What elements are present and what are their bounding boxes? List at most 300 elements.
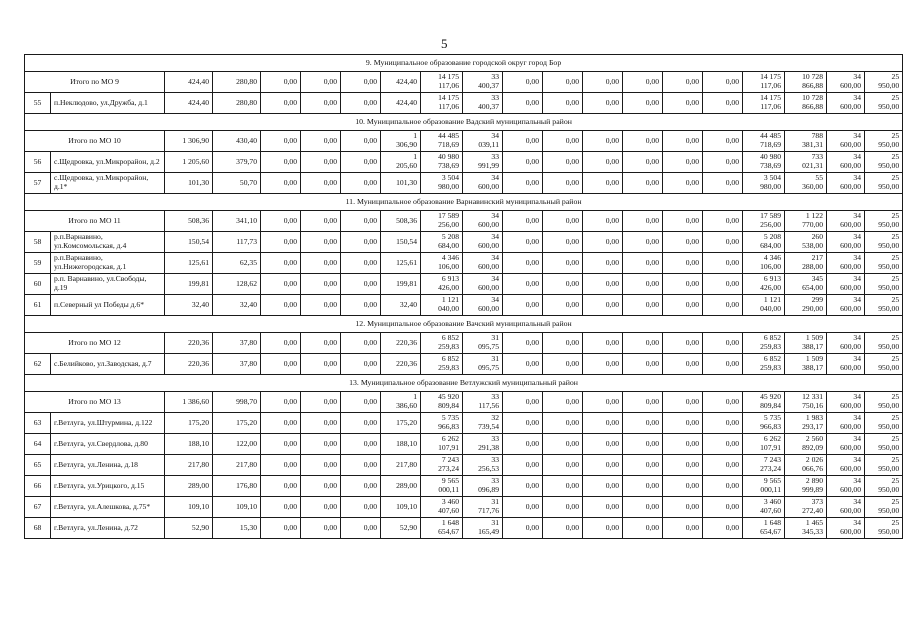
value-cell: 0,00 [301, 274, 341, 295]
value-cell: 0,00 [703, 413, 743, 434]
value-cell: 0,00 [503, 93, 543, 114]
value-cell: 289,00 [381, 476, 421, 497]
total-cell: 25 950,00 [865, 333, 903, 354]
value-cell: 0,00 [663, 455, 703, 476]
total-cell: 0,00 [341, 392, 381, 413]
address-cell: р.п.Варнавино, ул.Комсомольская, д.4 [51, 232, 165, 253]
value-cell: 0,00 [663, 274, 703, 295]
value-cell: 109,10 [381, 497, 421, 518]
value-cell: 109,10 [165, 497, 213, 518]
row-number: 68 [25, 518, 51, 539]
page-number: 5 [441, 36, 448, 51]
value-cell: 0,00 [663, 152, 703, 173]
value-cell: 25 950,00 [865, 295, 903, 316]
value-cell: 34 600,00 [463, 173, 503, 194]
value-cell: 40 980 738,69 [743, 152, 785, 173]
value-cell: 0,00 [341, 274, 381, 295]
value-cell: 33 256,53 [463, 455, 503, 476]
section-total-row [25, 72, 903, 93]
total-cell: 44 485 718,69 [743, 131, 785, 152]
row-number: 64 [25, 434, 51, 455]
value-cell: 0,00 [503, 455, 543, 476]
row-number: 65 [25, 455, 51, 476]
value-cell: 0,00 [703, 497, 743, 518]
total-cell: 0,00 [623, 392, 663, 413]
value-cell: 34 600,00 [827, 295, 865, 316]
total-cell: 6 852 259,83 [421, 333, 463, 354]
value-cell: 0,00 [583, 434, 623, 455]
value-cell: 6 852 259,83 [743, 354, 785, 375]
value-cell: 0,00 [301, 455, 341, 476]
address-cell: г.Ветлуга, ул.Ленина, д.18 [51, 455, 165, 476]
row-number: 62 [25, 354, 51, 375]
value-cell: 0,00 [543, 476, 583, 497]
value-cell: 0,00 [341, 152, 381, 173]
value-cell: 7 243 273,24 [421, 455, 463, 476]
total-cell: 1 306,90 [165, 131, 213, 152]
value-cell: 25 950,00 [865, 253, 903, 274]
value-cell: 188,10 [165, 434, 213, 455]
value-cell: 25 950,00 [865, 152, 903, 173]
total-cell: 0,00 [261, 131, 301, 152]
table-row [25, 497, 903, 518]
total-cell: 0,00 [663, 211, 703, 232]
total-cell: 0,00 [583, 333, 623, 354]
value-cell: 0,00 [543, 253, 583, 274]
table-row [25, 173, 903, 194]
section-title: 10. Муниципальное образование Вадский муниципальный район [25, 114, 903, 131]
value-cell: 25 950,00 [865, 232, 903, 253]
value-cell: 25 950,00 [865, 476, 903, 497]
value-cell: 0,00 [341, 173, 381, 194]
value-cell: 0,00 [341, 93, 381, 114]
value-cell: 52,90 [381, 518, 421, 539]
value-cell: 0,00 [301, 518, 341, 539]
total-cell: 0,00 [543, 211, 583, 232]
value-cell: 0,00 [663, 518, 703, 539]
total-cell: 45 920 809,84 [421, 392, 463, 413]
value-cell: 34 600,00 [463, 253, 503, 274]
value-cell: 176,80 [213, 476, 261, 497]
value-cell: 0,00 [503, 253, 543, 274]
table-row [25, 476, 903, 497]
value-cell: 0,00 [663, 354, 703, 375]
value-cell: 3 504 980,00 [421, 173, 463, 194]
total-cell: 220,36 [381, 333, 421, 354]
total-cell: 33 117,56 [463, 392, 503, 413]
value-cell: 0,00 [583, 518, 623, 539]
value-cell: 0,00 [261, 497, 301, 518]
total-cell: 280,80 [213, 72, 261, 93]
section-header-row [25, 375, 903, 392]
value-cell: 0,00 [261, 152, 301, 173]
table-row [25, 295, 903, 316]
value-cell: 2 026 066,76 [785, 455, 827, 476]
value-cell: 7 243 273,24 [743, 455, 785, 476]
value-cell: 2 890 999,89 [785, 476, 827, 497]
value-cell: 0,00 [703, 354, 743, 375]
program-table [24, 54, 903, 539]
value-cell: 175,20 [213, 413, 261, 434]
value-cell: 32,40 [381, 295, 421, 316]
total-cell: 788 381,31 [785, 131, 827, 152]
value-cell: 4 346 106,00 [743, 253, 785, 274]
value-cell: 0,00 [623, 152, 663, 173]
value-cell: 0,00 [623, 476, 663, 497]
value-cell: 199,81 [165, 274, 213, 295]
row-number: 58 [25, 232, 51, 253]
total-cell: 0,00 [503, 211, 543, 232]
address-cell: п.Северный ул Победы д.6* [51, 295, 165, 316]
value-cell: 1 205,60 [165, 152, 213, 173]
value-cell: 373 272,40 [785, 497, 827, 518]
value-cell: 0,00 [583, 476, 623, 497]
value-cell: 0,00 [503, 173, 543, 194]
table-row [25, 274, 903, 295]
value-cell: 14 175 117,06 [421, 93, 463, 114]
total-cell: 14 175 117,06 [421, 72, 463, 93]
value-cell: 109,10 [213, 497, 261, 518]
address-cell: р.п. Варнавино, ул.Свободы, д.19 [51, 274, 165, 295]
table-row [25, 455, 903, 476]
value-cell: 0,00 [623, 518, 663, 539]
value-cell: 0,00 [583, 152, 623, 173]
value-cell: 0,00 [663, 93, 703, 114]
value-cell: 217 288,00 [785, 253, 827, 274]
value-cell: 0,00 [623, 253, 663, 274]
value-cell: 260 538,00 [785, 232, 827, 253]
value-cell: 0,00 [543, 354, 583, 375]
value-cell: 33 991,99 [463, 152, 503, 173]
total-cell: 37,80 [213, 333, 261, 354]
total-label: Итого по МО 9 [25, 72, 165, 93]
value-cell: 5 735 966,83 [743, 413, 785, 434]
total-cell: 25 950,00 [865, 72, 903, 93]
total-cell: 45 920 809,84 [743, 392, 785, 413]
value-cell: 0,00 [543, 93, 583, 114]
value-cell: 34 600,00 [827, 232, 865, 253]
value-cell: 0,00 [663, 295, 703, 316]
total-cell: 33 400,37 [463, 72, 503, 93]
value-cell: 0,00 [261, 434, 301, 455]
value-cell: 0,00 [503, 354, 543, 375]
address-cell: г.Ветлуга, ул.Штурмина, д.122 [51, 413, 165, 434]
value-cell: 0,00 [543, 518, 583, 539]
total-cell: 34 600,00 [827, 131, 865, 152]
value-cell: 34 600,00 [827, 274, 865, 295]
total-label: Итого по МО 11 [25, 211, 165, 232]
value-cell: 0,00 [301, 93, 341, 114]
value-cell: 0,00 [663, 413, 703, 434]
value-cell: 0,00 [301, 413, 341, 434]
total-cell: 0,00 [341, 72, 381, 93]
section-title: 9. Муниципальное образование городской округ город Бор [25, 55, 903, 72]
value-cell: 0,00 [543, 434, 583, 455]
value-cell: 3 460 407,60 [743, 497, 785, 518]
value-cell: 1 121 040,00 [421, 295, 463, 316]
value-cell: 0,00 [341, 253, 381, 274]
value-cell: 34 600,00 [827, 152, 865, 173]
total-cell: 0,00 [703, 131, 743, 152]
total-cell: 0,00 [703, 392, 743, 413]
section-header-row [25, 55, 903, 72]
value-cell: 32,40 [213, 295, 261, 316]
value-cell: 0,00 [503, 434, 543, 455]
table-row [25, 93, 903, 114]
total-cell: 0,00 [703, 72, 743, 93]
value-cell: 280,80 [213, 93, 261, 114]
value-cell: 3 460 407,60 [421, 497, 463, 518]
value-cell: 0,00 [503, 413, 543, 434]
value-cell: 0,00 [301, 497, 341, 518]
total-cell: 25 950,00 [865, 131, 903, 152]
value-cell: 1 648 654,67 [743, 518, 785, 539]
total-cell: 0,00 [663, 333, 703, 354]
total-cell: 0,00 [301, 211, 341, 232]
address-cell: с.Щедровка, ул.Микрорайон, д.2 [51, 152, 165, 173]
value-cell: 345 654,00 [785, 274, 827, 295]
value-cell: 33 291,38 [463, 434, 503, 455]
value-cell: 0,00 [623, 434, 663, 455]
value-cell: 0,00 [261, 232, 301, 253]
row-number: 57 [25, 173, 51, 194]
total-cell: 31 095,75 [463, 333, 503, 354]
total-cell: 0,00 [543, 392, 583, 413]
total-cell: 0,00 [543, 333, 583, 354]
total-cell: 341,10 [213, 211, 261, 232]
value-cell: 6 262 107,91 [421, 434, 463, 455]
value-cell: 0,00 [583, 455, 623, 476]
value-cell: 0,00 [261, 354, 301, 375]
value-cell: 0,00 [663, 232, 703, 253]
value-cell: 122,00 [213, 434, 261, 455]
value-cell: 0,00 [261, 253, 301, 274]
value-cell: 150,54 [381, 232, 421, 253]
total-cell: 34 600,00 [827, 392, 865, 413]
value-cell: 55 360,00 [785, 173, 827, 194]
total-cell: 508,36 [165, 211, 213, 232]
total-cell: 12 331 750,16 [785, 392, 827, 413]
value-cell: 0,00 [301, 354, 341, 375]
total-cell: 1 122 770,00 [785, 211, 827, 232]
value-cell: 117,73 [213, 232, 261, 253]
row-number: 55 [25, 93, 51, 114]
value-cell: 0,00 [301, 173, 341, 194]
address-cell: г.Ветлуга, ул.Ленина, д.72 [51, 518, 165, 539]
value-cell: 0,00 [703, 476, 743, 497]
total-cell: 0,00 [301, 392, 341, 413]
value-cell: 0,00 [543, 152, 583, 173]
value-cell: 0,00 [703, 455, 743, 476]
value-cell: 0,00 [583, 497, 623, 518]
value-cell: 0,00 [261, 476, 301, 497]
value-cell: 31 095,75 [463, 354, 503, 375]
value-cell: 175,20 [165, 413, 213, 434]
total-cell: 0,00 [261, 333, 301, 354]
value-cell: 0,00 [261, 173, 301, 194]
total-cell: 0,00 [623, 333, 663, 354]
table-row [25, 518, 903, 539]
table-row [25, 434, 903, 455]
total-cell: 424,40 [381, 72, 421, 93]
value-cell: 0,00 [341, 476, 381, 497]
address-cell: г.Ветлуга, ул.Свердлова, д.80 [51, 434, 165, 455]
value-cell: 199,81 [381, 274, 421, 295]
value-cell: 0,00 [543, 232, 583, 253]
row-number: 59 [25, 253, 51, 274]
value-cell: 25 950,00 [865, 434, 903, 455]
total-cell: 0,00 [261, 72, 301, 93]
value-cell: 0,00 [663, 173, 703, 194]
value-cell: 34 600,00 [827, 173, 865, 194]
value-cell: 0,00 [583, 274, 623, 295]
total-cell: 0,00 [503, 333, 543, 354]
table-body [25, 55, 903, 539]
value-cell: 0,00 [703, 232, 743, 253]
value-cell: 0,00 [583, 354, 623, 375]
total-cell: 0,00 [543, 131, 583, 152]
total-cell: 0,00 [301, 72, 341, 93]
value-cell: 5 208 684,00 [743, 232, 785, 253]
value-cell: 0,00 [583, 93, 623, 114]
total-cell: 25 950,00 [865, 392, 903, 413]
total-cell: 0,00 [663, 72, 703, 93]
address-cell: г.Ветлуга, ул.Алешкова, д.75* [51, 497, 165, 518]
total-cell: 0,00 [503, 72, 543, 93]
value-cell: 52,90 [165, 518, 213, 539]
value-cell: 0,00 [261, 455, 301, 476]
value-cell: 0,00 [623, 295, 663, 316]
value-cell: 37,80 [213, 354, 261, 375]
address-cell: г.Ветлуга, ул.Урицкого, д.15 [51, 476, 165, 497]
value-cell: 0,00 [341, 232, 381, 253]
total-cell: 17 589 256,00 [743, 211, 785, 232]
total-cell: 34 600,00 [827, 72, 865, 93]
value-cell: 0,00 [341, 413, 381, 434]
value-cell: 424,40 [381, 93, 421, 114]
value-cell: 25 950,00 [865, 274, 903, 295]
total-cell: 0,00 [663, 392, 703, 413]
value-cell: 34 600,00 [463, 274, 503, 295]
value-cell: 0,00 [503, 476, 543, 497]
value-cell: 6 913 426,00 [421, 274, 463, 295]
section-total-row [25, 392, 903, 413]
total-cell: 220,36 [165, 333, 213, 354]
section-header-row [25, 114, 903, 131]
value-cell: 101,30 [165, 173, 213, 194]
total-cell: 0,00 [663, 131, 703, 152]
total-cell: 0,00 [703, 211, 743, 232]
value-cell: 0,00 [503, 295, 543, 316]
value-cell: 0,00 [623, 497, 663, 518]
value-cell: 217,80 [213, 455, 261, 476]
value-cell: 0,00 [301, 232, 341, 253]
value-cell: 10 728 866,88 [785, 93, 827, 114]
value-cell: 0,00 [301, 295, 341, 316]
total-cell: 0,00 [623, 72, 663, 93]
total-cell: 25 950,00 [865, 211, 903, 232]
value-cell: 31 165,49 [463, 518, 503, 539]
program-table-container [24, 54, 900, 539]
total-cell: 6 852 259,83 [743, 333, 785, 354]
value-cell: 0,00 [703, 253, 743, 274]
value-cell: 0,00 [503, 232, 543, 253]
value-cell: 0,00 [623, 274, 663, 295]
value-cell: 0,00 [623, 232, 663, 253]
total-cell: 44 485 718,69 [421, 131, 463, 152]
value-cell: 0,00 [341, 518, 381, 539]
value-cell: 379,70 [213, 152, 261, 173]
total-cell: 0,00 [583, 211, 623, 232]
total-cell: 0,00 [503, 392, 543, 413]
value-cell: 25 950,00 [865, 413, 903, 434]
value-cell: 34 600,00 [827, 476, 865, 497]
value-cell: 5 735 966,83 [421, 413, 463, 434]
value-cell: 50,70 [213, 173, 261, 194]
address-cell: с.Белийково, ул.Заводская, д.7 [51, 354, 165, 375]
value-cell: 733 021,31 [785, 152, 827, 173]
row-number: 61 [25, 295, 51, 316]
value-cell: 217,80 [165, 455, 213, 476]
total-cell: 0,00 [341, 333, 381, 354]
row-number: 60 [25, 274, 51, 295]
value-cell: 217,80 [381, 455, 421, 476]
table-row [25, 253, 903, 274]
section-header-row [25, 194, 903, 211]
value-cell: 25 950,00 [865, 497, 903, 518]
row-number: 66 [25, 476, 51, 497]
value-cell: 0,00 [583, 232, 623, 253]
total-cell: 1 386,60 [381, 392, 421, 413]
value-cell: 1 205,60 [381, 152, 421, 173]
value-cell: 424,40 [165, 93, 213, 114]
value-cell: 0,00 [341, 295, 381, 316]
value-cell: 0,00 [623, 455, 663, 476]
value-cell: 33 400,37 [463, 93, 503, 114]
value-cell: 25 950,00 [865, 93, 903, 114]
total-cell: 998,70 [213, 392, 261, 413]
table-row [25, 354, 903, 375]
value-cell: 0,00 [503, 152, 543, 173]
value-cell: 150,54 [165, 232, 213, 253]
value-cell: 0,00 [503, 274, 543, 295]
value-cell: 0,00 [583, 173, 623, 194]
value-cell: 9 565 000,11 [421, 476, 463, 497]
total-cell: 0,00 [543, 72, 583, 93]
total-cell: 0,00 [583, 72, 623, 93]
value-cell: 25 950,00 [865, 354, 903, 375]
value-cell: 0,00 [301, 152, 341, 173]
value-cell: 0,00 [623, 173, 663, 194]
value-cell: 0,00 [301, 476, 341, 497]
value-cell: 0,00 [663, 253, 703, 274]
row-number: 67 [25, 497, 51, 518]
value-cell: 5 208 684,00 [421, 232, 463, 253]
value-cell: 0,00 [301, 434, 341, 455]
value-cell: 0,00 [583, 413, 623, 434]
value-cell: 1 983 293,17 [785, 413, 827, 434]
value-cell: 175,20 [381, 413, 421, 434]
value-cell: 0,00 [543, 295, 583, 316]
value-cell: 34 600,00 [463, 295, 503, 316]
total-cell: 34 600,00 [463, 211, 503, 232]
value-cell: 34 600,00 [827, 434, 865, 455]
value-cell: 125,61 [165, 253, 213, 274]
value-cell: 9 565 000,11 [743, 476, 785, 497]
value-cell: 0,00 [703, 434, 743, 455]
value-cell: 0,00 [703, 518, 743, 539]
value-cell: 32 739,54 [463, 413, 503, 434]
